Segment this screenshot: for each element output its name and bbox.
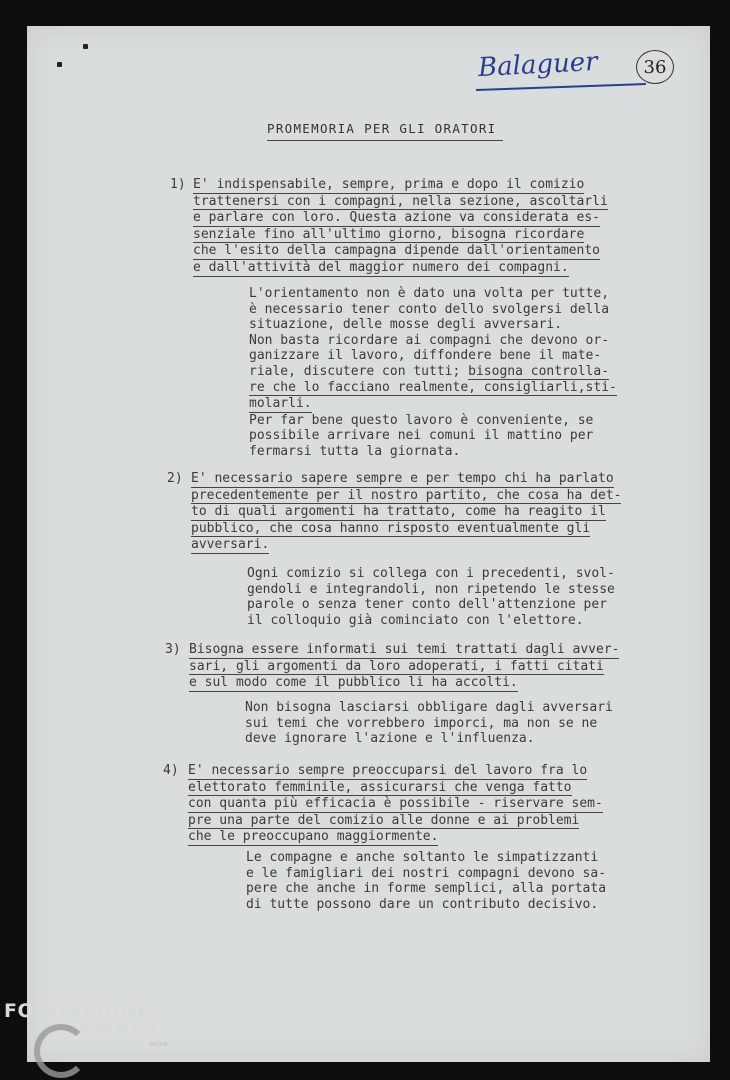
section-3-main — [189, 642, 619, 692]
text-line — [249, 364, 617, 380]
text-line: Non bisogna lasciarsi obbligare dagli avversari — [245, 700, 613, 715]
section-number: 3) — [165, 642, 181, 657]
text-line: e parlare con loro. Questa azione va considerata es- — [193, 210, 600, 226]
logo-line2: GRAMSCI — [40, 1020, 160, 1042]
text-fragment: riale, discutere con tutti; — [249, 363, 469, 379]
section-number: 1) — [170, 177, 186, 192]
logo-g-icon — [34, 1024, 88, 1078]
text-line: e le famigliari dei nostri compagni devono sa- — [246, 865, 607, 881]
text-line: to di quali argomenti ha trattato, come ha reagito il — [191, 504, 606, 520]
section-4-note — [246, 850, 606, 912]
text-line: Per far bene questo lavoro è conveniente, se — [249, 412, 594, 428]
text-line: parole o senza tener conto dell'attenzione per — [247, 597, 608, 613]
text-line: E' necessario sempre preoccuparsi del lavoro fra lo — [188, 763, 588, 778]
underlined-fragment: bisogna controlla- — [468, 363, 610, 379]
page-title: PROMEMORIA PER GLI ORATORI — [267, 121, 503, 141]
text-line: E' indispensabile, sempre, prima e dopo il comizio — [193, 177, 585, 192]
section-number: 4) — [163, 763, 179, 778]
handwritten-annotation: Balaguer — [477, 46, 599, 84]
text-line: che le preoccupano maggiormente. — [188, 829, 439, 845]
section-1-main — [193, 177, 608, 277]
text-line: pere che anche in forme semplici, alla portata — [246, 881, 607, 897]
text-line: ganizzare il lavoro, diffondere bene il mate- — [249, 348, 602, 364]
section-number: 2) — [167, 471, 183, 486]
text-line: sari, gli argomenti da loro adoperati, i fatti citati — [189, 658, 604, 674]
underlined-line: re che lo facciano realmente, consigliarli,sti- — [249, 379, 617, 395]
ink-mark — [83, 44, 88, 49]
section-2-note — [247, 566, 615, 628]
section-1-note — [249, 286, 617, 460]
text-line: con quanta più efficacia è possibile - riservare sem- — [188, 796, 603, 812]
text-line: E' necessario sapere sempre e per tempo chi ha parlato — [191, 471, 614, 486]
page-number-circle: 36 — [636, 50, 674, 84]
underlined-line: molarli. — [249, 396, 312, 412]
text-line: elettorato femminile, assicurarsi che venga fatto — [188, 779, 572, 795]
text-line: di tutte possono dare un contributo decisivo. — [246, 896, 599, 912]
text-line: pubblico, che cosa hanno risposto eventualmente gli — [191, 520, 591, 536]
text-line: trattenersi con i compagni, nella sezione, ascoltarli — [193, 193, 608, 209]
text-line: il colloquio già cominciato con l'elettore. — [247, 612, 584, 628]
text-line: Le compagne e anche soltanto le simpatizzanti — [246, 850, 599, 865]
text-line: L'orientamento non è dato una volta per tutte, — [249, 286, 610, 301]
text-line: è necessario tener conto dello svolgersi della — [249, 301, 610, 317]
fondazione-gramsci-logo — [4, 1000, 184, 1048]
text-line: Ogni comizio si collega con i precedenti, svol- — [247, 566, 615, 581]
text-line: pre una parte del comizio alle donne e ai problemi — [188, 812, 580, 828]
text-line: sui temi che vorrebbero imporci, ma non se ne — [245, 715, 598, 731]
text-line: Bisogna essere informati sui temi trattati dagli avver- — [189, 642, 620, 657]
ink-mark — [57, 62, 62, 67]
text-line: fermarsi tutta la giornata. — [249, 443, 461, 459]
text-line: e dall'attività del maggior numero dei compagni. — [193, 259, 569, 275]
text-line: gendoli e integrandoli, non ripetendo le stesse — [247, 581, 615, 597]
text-line: Non basta ricordare ai compagni che devono or- — [249, 332, 610, 348]
text-line: che l'esito della campagna dipende dall'orientamento — [193, 243, 600, 259]
text-line: avversari. — [191, 537, 270, 553]
text-line: possibile arrivare nei comuni il mattino per — [249, 428, 594, 444]
logo-line3: onlus — [149, 1040, 168, 1048]
text-line: situazione, delle mosse degli avversari. — [249, 317, 563, 333]
logo-line1: FONDAZIONE — [4, 1000, 151, 1022]
text-line: precedentemente per il nostro partito, che cosa ha det- — [191, 487, 622, 503]
section-3-note — [245, 700, 613, 747]
section-2-main — [191, 471, 621, 554]
section-4-main — [188, 763, 603, 846]
text-line: e sul modo come il pubblico li ha accolti. — [189, 675, 518, 691]
text-line: deve ignorare l'azione e l'influenza. — [245, 731, 535, 747]
text-line: senziale fino all'ultimo giorno, bisogna ricordare — [193, 226, 585, 242]
